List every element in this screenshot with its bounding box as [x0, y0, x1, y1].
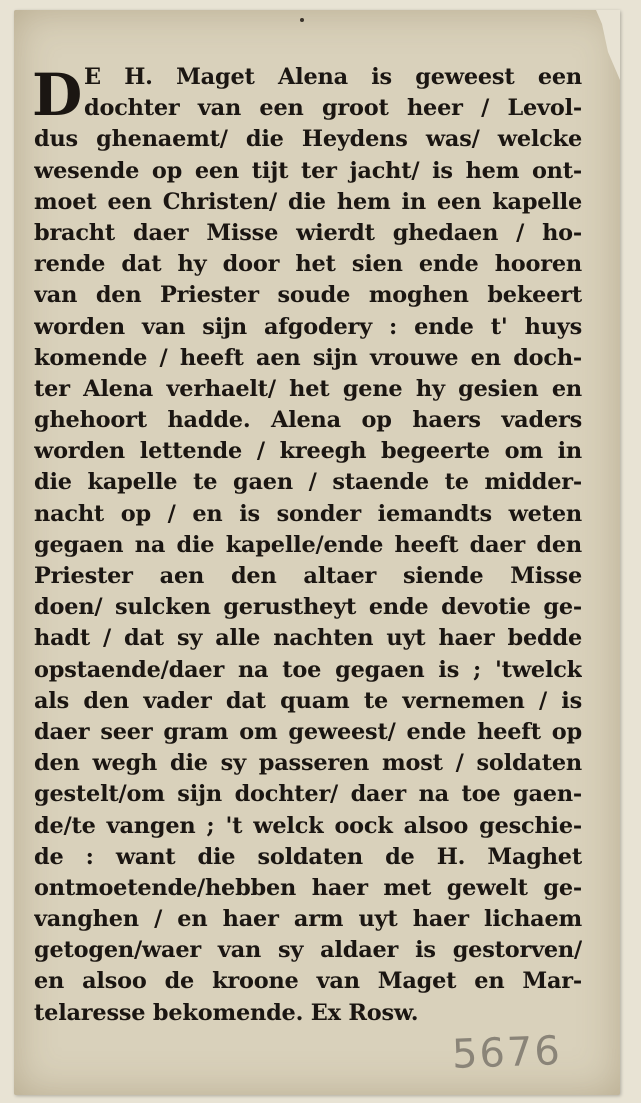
- text-line: worden lettende / kreegh begeerte om in: [34, 438, 582, 465]
- text-line: doen/ sulcken gerustheyt ende devotie ge-: [34, 594, 582, 621]
- text-lines: [34, 62, 582, 1029]
- text-line: rende dat hy door het sien ende hooren: [34, 251, 582, 278]
- text-line: gestelt/om sijn dochter/ daer na toe gaen-: [34, 781, 582, 808]
- text-line: dus ghenaemt/ die Heydens was/ welcke: [34, 126, 582, 153]
- text-line: Priester aen den altaer siende Misse: [34, 563, 582, 589]
- text-line: wesende op een tijt ter jacht/ is hem ont-: [34, 157, 582, 184]
- text-line: dochter van een groot heer / Levol-: [84, 95, 582, 122]
- text-line: van den Priester soude moghen bekeert: [34, 282, 582, 309]
- text-line: daer seer gram om geweest/ ende heeft op: [34, 718, 582, 745]
- text-line: komende / heeft aen sijn vrouwe en doch-: [34, 344, 582, 371]
- shelf-mark: 5676: [451, 1028, 563, 1078]
- drop-cap: D: [32, 61, 83, 129]
- ink-dot: [300, 18, 304, 22]
- text-line: ontmoetende/hebben haer met gewelt ge-: [34, 874, 582, 901]
- text-line: vanghen / en haer arm uyt haer lichaem: [34, 906, 582, 933]
- text-line: en alsoo de kroone van Maget en Mar-: [34, 968, 582, 995]
- text-line: ghehoort hadde. Alena op haers vaders: [34, 407, 582, 434]
- text-line: telaresse bekomende. Ex Rosw.: [34, 999, 419, 1026]
- body-text: [34, 62, 582, 1029]
- text-line: bracht daer Misse wierdt ghedaen / ho-: [34, 219, 582, 246]
- text-line: de/te vangen ; 't welck oock alsoo geschie-: [34, 812, 582, 839]
- text-line: de : want die soldaten de H. Maghet: [34, 843, 582, 870]
- text-line: den wegh die sy passeren most / soldaten: [34, 750, 582, 777]
- text-line: opstaende/daer na toe gegaen is ; 'twelck: [34, 656, 582, 683]
- text-line: als den vader dat quam te vernemen / is: [34, 687, 582, 714]
- text-line: gegaen na die kapelle/ende heeft daer den: [34, 531, 582, 558]
- text-line: nacht op / en is sonder iemandts weten: [34, 500, 582, 527]
- text-line: hadt / dat sy alle nachten uyt haer bedde: [34, 625, 582, 652]
- text-line: moet een Christen/ die hem in een kapelle: [34, 188, 582, 215]
- text-line: die kapelle te gaen / staende te midder-: [34, 469, 582, 496]
- text-line: worden van sijn afgodery : ende t' huys: [34, 313, 582, 340]
- torn-corner: [580, 10, 620, 80]
- text-line: getogen/waer van sy aldaer is gestorven/: [34, 937, 582, 964]
- text-line: E H. Maget Alena is geweest een: [84, 64, 582, 90]
- text-line: ter Alena verhaelt/ het gene hy gesien en: [34, 375, 582, 402]
